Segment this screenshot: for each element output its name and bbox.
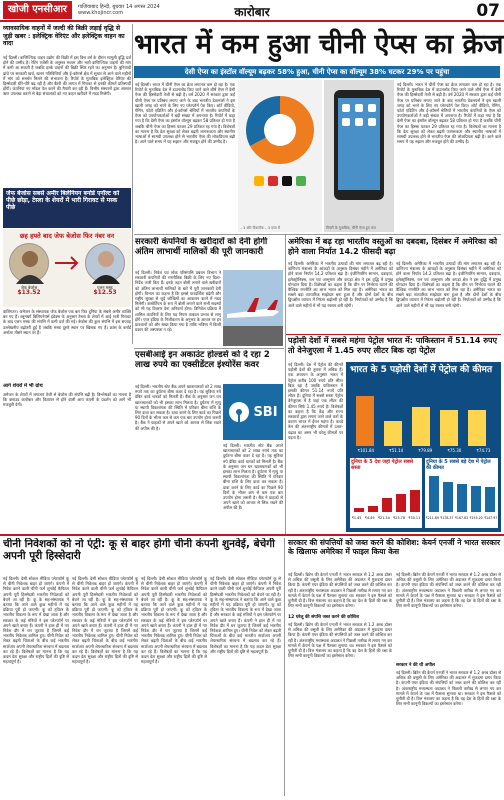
newspaper-logo: खोजी एनसीआर <box>3 1 72 19</box>
cairn-body: नई दिल्ली। ब्रिटेन की केयर्न एनर्जी ने भारत सरकार से 1.2 अरब डॉलर से अधिक की वसूली के लिए अमेरिका की अदालत में मुकदमा दायर किया है। कंपनी एयर इंडिया की संपत्तियों को जब्त करने की कोशिश कर रही है। अंतरराष्ट्रीय मध्यस्थता अदालत ने पिछली तारीख से लगाए गए कर मामले में केयर्न के पक्ष में फैसला सुनाया था। सरकार ने इस फैसले को चुनौती दी है। वित्त मंत्रालय का कहना है कि वह देश के हितों की रक्षा के लिए सभी कानूनी विकल्पों का इस्तेमाल करेगा। <box>288 572 392 609</box>
sbi-logo-text: SBI <box>253 404 278 420</box>
expensive-petrol-title: दुनिया के 5 सबसे बड़े देश में पेट्रोल की कीमत <box>426 459 491 471</box>
sbi-logo-icon <box>228 401 250 423</box>
cheap-petrol-bars <box>350 472 422 512</box>
petrol-infographic <box>346 362 501 532</box>
cairn-subhead: 12 घरेलू की संपत्ति जब्त करने की कोशिश <box>288 615 360 620</box>
main-strapline: देसी ऐप्स का इंस्टॉल वॉल्यूम बढ़कर 58% हुआ, चीनी ऐप्स का वॉल्यूम 38% घटकर 29% पर पहुंचा <box>134 66 500 78</box>
bezos-subhead2: आगे शेयरों में भी ग्रोथ <box>3 383 43 389</box>
aircraft-photo <box>223 270 283 346</box>
export-headline: अमेरिका में बढ़ रहा भारतीय वस्तुओं का दबदबा, दिसंबर में अमेरिका को होने वाला निर्यात 14.2 फीसदी बढ़ा <box>288 237 498 256</box>
left-top-body: नई दिल्ली। वाणिज्यिक वाहन उद्योग की बिक्री में इस वित्त वर्ष के दौरान मामूली वृद्धि दर्ज होने की उम्मीद है। रेटिंग एजेंसी के अनुसार मध्यम और भारी वाणिज्यिक वाहनों की मांग में कमी आ सकती है जबकि हल्के वाहनों की बिक्री स्थिर रहने का अनुमान है। बुनियादी ढांचे पर सरकारी खर्च, खनन गतिविधियों और ई-कॉमर्स क्षेत्र में सुधार से आने वाले महीनों में मांग को समर्थन मिलने की संभावना है। रिपोर्ट के मुताबिक इलेक्ट्रिक वेरिएंट की हिस्सेदारी धीरे-धीरे बढ़ रही है और बैटरी की लागत में गिरावट से इनकी कीमतें प्रतिस्पर्धी होंगी। कंपनियां नए मॉडल पेश करने की तैयारी कर रही हैं। वित्तीय संस्थानों द्वारा आसान ऋण उपलब्ध कराने से बेड़ा संचालकों को नए वाहन खरीदने में मदद मिलेगी। <box>3 55 131 97</box>
china-investment-headline: चीनी निवेशकों को नो एंट्री: कू से बाहर होगी चीनी कंपनी शुनवेई, बेचेगी अपनी पूरी हिस्सेदारी <box>3 538 275 562</box>
sbi-headline: एसबीआई इन अकाउंट होल्डर्स को दे रहा 2 लाख रुपये का एक्सीडेंटल इंश्योरेंस कवर <box>135 350 270 370</box>
neighbour-bars <box>350 390 498 446</box>
phone-caption: निफ्टी के मुताबिक, चीनी ऐप्स हुए कम <box>326 225 376 230</box>
cheap-petrol-title: दुनिया के 5 देश जहां पेट्रोल सबसे सस्ता <box>351 459 414 471</box>
bezos-photo <box>9 243 49 283</box>
versus-arrow-icon <box>53 253 81 273</box>
cairn-headline: सरकार की संपत्तियों को जब्त करने की कोशिश: केयर्न एनर्जी ने भारत सरकार के खिलाफ अमेरिका में फाइल किया केस <box>288 538 501 556</box>
china-investment-body-4: नई दिल्ली। देसी सोशल मीडिया प्लेटफॉर्म कू से चीनी निवेशक बाहर हो जाएंगे। कंपनी में निवेश करने वाली चीनी फर्म शुनवेई कैपिटल अपनी पूरी हिस्सेदारी भारतीय निवेशकों को बेचने जा रही है। कू के सह-संस्थापक ने बताया कि आने वाले कुछ महीनों में यह प्रक्रिया पूरी हो जाएगी। कू को ट्विटर के भारतीय विकल्प के रूप में देखा जाता है और सरकार के कई मंत्रियों ने इस प्लेटफॉर्म पर अपने खाते बनाए हैं। कंपनी ने हाल ही में नए निवेश दौर में धन जुटाया है जिसमें कई भारतीय निवेशक शामिल हुए। चीनी निवेश को लेकर बढ़ती चिंताओं के बीच कई भारतीय स्टार्टअप अपनी शेयरधारिता संरचना में बदलाव कर रहे हैं। विशेषज्ञों का मानना है कि यह कदम डेटा सुरक्षा और राष्ट्रीय हितों की दृष्टि से महत्वपूर्ण है। <box>210 576 281 654</box>
phone-image <box>324 80 394 232</box>
cairn-body-2: नई दिल्ली। ब्रिटेन की केयर्न एनर्जी ने भारत सरकार से 1.2 अरब डॉलर से अधिक की वसूली के लिए अमेरिका की अदालत में मुकदमा दायर किया है। कंपनी एयर इंडिया की संपत्तियों को जब्त करने की कोशिश कर रही है। अंतरराष्ट्रीय मध्यस्थता अदालत ने पिछली तारीख से लगाए गए कर मामले में केयर्न के पक्ष में फैसला सुनाया था। सरकार ने इस फैसले को चुनौती दी है। वित्त मंत्रालय का कहना है कि वह देश के हितों की रक्षा के लिए सभी कानूनी विकल्पों का इस्तेमाल करेगा। <box>288 622 392 659</box>
sbi-body: नई दिल्ली। भारतीय स्टेट बैंक अपने खाताधारकों को 2 लाख रुपये तक का दुर्घटना बीमा कवर दे रहा है। यह सुविधा रुपे डेबिट कार्ड धारकों को मिलती है। बैंक के अनुसार जन धन खाताधारकों को भी इसका लाभ मिलता है। दुर्घटना में मृत्यु या स्थायी विकलांगता की स्थिति में परिवार बीमा राशि के लिए दावा कर सकता है। दावा करने के लिए कार्ड का पिछले 90 दिनों के भीतर कम से कम एक बार उपयोग होना जरूरी है। बैंक ने ग्राहकों से अपने खाते को आधार से लिंक रखने की अपील की है। <box>135 384 221 431</box>
china-investment-body: नई दिल्ली। देसी सोशल मीडिया प्लेटफॉर्म कू से चीनी निवेशक बाहर हो जाएंगे। कंपनी में निवेश करने वाली चीनी फर्म शुनवेई कैपिटल अपनी पूरी हिस्सेदारी भारतीय निवेशकों को बेचने जा रही है। कू के सह-संस्थापक ने बताया कि आने वाले कुछ महीनों में यह प्रक्रिया पूरी हो जाएगी। कू को ट्विटर के भारतीय विकल्प के रूप में देखा जाता है और सरकार के कई मंत्रियों ने इस प्लेटफॉर्म पर अपने खाते बनाए हैं। कंपनी ने हाल ही में नए निवेश दौर में धन जुटाया है जिसमें कई भारतीय निवेशक शामिल हुए। चीनी निवेश को लेकर बढ़ती चिंताओं के बीच कई भारतीय स्टार्टअप अपनी शेयरधारिता संरचना में बदलाव कर रहे हैं। विशेषज्ञों का मानना है कि यह कदम डेटा सुरक्षा और राष्ट्रीय हितों की दृष्टि से महत्वपूर्ण है। <box>3 576 69 665</box>
musk-name: एलन मस्क <box>97 285 113 290</box>
website-line: www.khojincr.com <box>78 10 124 16</box>
export-body-continued: नई दिल्ली। अमेरिका में भारतीय उत्पादों की मांग लगातार बढ़ रही है। वाणिज्य मंत्रालय के आंकड़ों के अनुसार दिसंबर महीने में अमेरिका को होने वाला निर्यात 14.2 प्रतिशत बढ़ा है। इंजीनियरिंग सामान, दवाइयां, इलेक्ट्रॉनिक्स, रत्न एवं आभूषण और कपड़ा क्षेत्र ने इस वृद्धि में प्रमुख योगदान दिया है। विशेषज्ञों का कहना है कि चीन पर निर्भरता घटाने की वैश्विक रणनीति का लाभ भारत को मिल रहा है। अमेरिका भारत का सबसे बड़ा व्यापारिक साझेदार बना हुआ है और दोनों देशों के बीच द्विपक्षीय व्यापार में निरंतर बढ़ोतरी हो रही है। निर्यातकों को उम्मीद है कि आने वाले महीनों में भी यह रफ्तार बनी रहेगी। <box>396 261 501 308</box>
petrol-info-title: भारत के 5 पड़ोसी देशों में पेट्रोल की कीमत <box>350 365 493 375</box>
bezos-subhead: छह हफ्ते बाद जेफ बेजोस फिर नंबर वन <box>19 232 115 240</box>
china-investment-body-2: नई दिल्ली। देसी सोशल मीडिया प्लेटफॉर्म कू से चीनी निवेशक बाहर हो जाएंगे। कंपनी में निवेश करने वाली चीनी फर्म शुनवेई कैपिटल अपनी पूरी हिस्सेदारी भारतीय निवेशकों को बेचने जा रही है। कू के सह-संस्थापक ने बताया कि आने वाले कुछ महीनों में यह प्रक्रिया पूरी हो जाएगी। कू को ट्विटर के भारतीय विकल्प के रूप में देखा जाता है और सरकार के कई मंत्रियों ने इस प्लेटफॉर्म पर अपने खाते बनाए हैं। कंपनी ने हाल ही में नए निवेश दौर में धन जुटाया है जिसमें कई भारतीय निवेशक शामिल हुए। चीनी निवेश को लेकर बढ़ती चिंताओं के बीच कई भारतीय स्टार्टअप अपनी शेयरधारिता संरचना में बदलाव कर रहे हैं। विशेषज्ञों का मानना है कि यह कदम डेटा सुरक्षा और राष्ट्रीय हितों की दृष्टि से महत्वपूर्ण है। <box>72 576 138 665</box>
musk-value: $12.53 <box>93 289 117 296</box>
sbi-body-continued: नई दिल्ली। भारतीय स्टेट बैंक अपने खाताधारकों को 2 लाख रुपये तक का दुर्घटना बीमा कवर दे रहा है। यह सुविधा रुपे डेबिट कार्ड धारकों को मिलती है। बैंक के अनुसार जन धन खाताधारकों को भी इसका लाभ मिलता है। दुर्घटना में मृत्यु या स्थायी विकलांगता की स्थिति में परिवार बीमा राशि के लिए दावा कर सकता है। दावा करने के लिए कार्ड का पिछले 90 दिनों के भीतर कम से कम एक बार उपयोग होना जरूरी है। बैंक ने ग्राहकों से अपने खाते को आधार से लिंक रखने की अपील की है। <box>223 443 283 511</box>
bezos-body: वाशिंगटन। अमेजन के संस्थापक जेफ बेजोस एक बार फिर दुनिया के सबसे अमीर व्यक्ति बन गए हैं। ब्लूमबर्ग बिलियनेयर्स इंडेक्स के अनुसार टेस्ला के शेयरों में आई भारी गिरावट के बाद एलन मस्क की संपत्ति में कमी दर्ज की गई। बेजोस की कुल संपत्ति में इस सप्ताह उल्लेखनीय बढ़ोतरी हुई है जबकि मस्क दूसरे स्थान पर खिसक गए हैं। फ्रांस के बर्नार्ड अर्नाल्ट तीसरे स्थान पर हैं। <box>3 309 131 335</box>
bezos-name: जेफ बेजोस <box>20 285 38 290</box>
cheap-values: ₹1.45 ₹4.49 ₹21.34 ₹25.78 ₹30.11 <box>351 516 421 520</box>
china-investment-body-3: नई दिल्ली। देसी सोशल मीडिया प्लेटफॉर्म कू से चीनी निवेशक बाहर हो जाएंगे। कंपनी में निवेश करने वाली चीनी फर्म शुनवेई कैपिटल अपनी पूरी हिस्सेदारी भारतीय निवेशकों को बेचने जा रही है। कू के सह-संस्थापक ने बताया कि आने वाले कुछ महीनों में यह प्रक्रिया पूरी हो जाएगी। कू को ट्विटर के भारतीय विकल्प के रूप में देखा जाता है और सरकार के कई मंत्रियों ने इस प्लेटफॉर्म पर अपने खाते बनाए हैं। कंपनी ने हाल ही में नए निवेश दौर में धन जुटाया है जिसमें कई भारतीय निवेशक शामिल हुए। चीनी निवेश को लेकर बढ़ती चिंताओं के बीच कई भारतीय स्टार्टअप अपनी शेयरधारिता संरचना में बदलाव कर रहे हैं। विशेषज्ञों का मानना है कि यह कदम डेटा सुरक्षा और राष्ट्रीय हितों की दृष्टि से महत्वपूर्ण है। <box>141 576 207 665</box>
aviation-headline: सरकारी कंपनियों के खरीदारों को देनी होगी अंतिम लाभार्थी मालिकों की पूरी जानकारी <box>135 237 268 257</box>
app-chart-graphic <box>238 80 322 232</box>
page-number: 07 <box>476 1 500 21</box>
expensive-values: ₹211.69 ₹178.37 ₹167.83 ₹155.20 ₹147.97 <box>425 516 498 520</box>
cairn-body-3: नई दिल्ली। ब्रिटेन की केयर्न एनर्जी ने भारत सरकार से 1.2 अरब डॉलर से अधिक की वसूली के लिए अमेरिका की अदालत में मुकदमा दायर किया है। कंपनी एयर इंडिया की संपत्तियों को जब्त करने की कोशिश कर रही है। अंतरराष्ट्रीय मध्यस्थता अदालत ने पिछली तारीख से लगाए गए कर मामले में केयर्न के पक्ष में फैसला सुनाया था। सरकार ने इस फैसले को चुनौती दी है। वित्त मंत्रालय का कहना है कि वह देश के हितों की रक्षा के लिए सभी कानूनी विकल्पों का इस्तेमाल करेगा। <box>396 572 501 609</box>
main-body-continued: नई दिल्ली। भारत में चीनी ऐप्स का क्रेज लगातार कम हो रहा है। एक रिपोर्ट के मुताबिक देश में डाउनलोड किए जाने वाले शीर्ष ऐप्स में देसी ऐप्स की हिस्सेदारी तेजी से बढ़ी है। वर्ष 2020 में सरकार द्वारा कई चीनी ऐप्स पर प्रतिबंध लगाए जाने के बाद भारतीय डेवलपर्स ने इस खाली जगह को भरने के लिए नए प्लेटफॉर्म पेश किए। शॉर्ट वीडियो, गेमिंग, फोटो एडिटिंग और ई-कॉमर्स श्रेणियों में भारतीय कंपनियों के ऐप्स को उपयोगकर्ताओं ने बड़ी संख्या में अपनाया है। रिपोर्ट में कहा गया है कि देसी ऐप्स का इंस्टॉल वॉल्यूम बढ़कर 58 प्रतिशत हो गया है जबकि चीनी ऐप्स का हिस्सा घटकर 29 प्रतिशत रह गया है। विशेषज्ञों का मानना है कि डेटा सुरक्षा को लेकर बढ़ती जागरूकता और स्थानीय भाषाओं में सामग्री उपलब्ध होने से भारतीय ऐप्स की लोकप्रियता बढ़ी है। आने वाले समय में यह रुझान और मजबूत होने की उम्मीद है। <box>397 82 501 145</box>
bezos-value: $13.52 <box>17 289 41 296</box>
main-headline: भारत में कम हुआ चीनी ऐप्स का क्रेज <box>134 29 504 60</box>
musk-photo <box>85 243 125 283</box>
pie-caption: – 3 और टिकटॉक – 3 एप्स में <box>240 225 281 230</box>
export-body: नई दिल्ली। अमेरिका में भारतीय उत्पादों की मांग लगातार बढ़ रही है। वाणिज्य मंत्रालय के आंकड़ों के अनुसार दिसंबर महीने में अमेरिका को होने वाला निर्यात 14.2 प्रतिशत बढ़ा है। इंजीनियरिंग सामान, दवाइयां, इलेक्ट्रॉनिक्स, रत्न एवं आभूषण और कपड़ा क्षेत्र ने इस वृद्धि में प्रमुख योगदान दिया है। विशेषज्ञों का कहना है कि चीन पर निर्भरता घटाने की वैश्विक रणनीति का लाभ भारत को मिल रहा है। अमेरिका भारत का सबसे बड़ा व्यापारिक साझेदार बना हुआ है और दोनों देशों के बीच द्विपक्षीय व्यापार में निरंतर बढ़ोतरी हो रही है। निर्यातकों को उम्मीद है कि आने वाले महीनों में भी यह रफ्तार बनी रहेगी। <box>288 261 393 308</box>
sbi-logo-image <box>223 384 283 440</box>
aviation-body: नई दिल्ली। निवेश एवं लोक परिसंपत्ति प्रबंधन विभाग ने सरकारी कंपनियों की रणनीतिक बिक्री के लिए नए दिशा-निर्देश जारी किए हैं। इनके तहत बोली लगाने वाले खरीदारों को अंतिम लाभार्थी मालिकों के बारे में पूरी जानकारी देनी होगी। विभाग का कहना है कि इससे पारदर्शिता बढ़ेगी और राष्ट्रीय सुरक्षा से जुड़े जोखिमों का आकलन करने में मदद मिलेगी। कंसोर्टियम के रूप में बोली लगाने वाले सभी सदस्यों को भी यह विवरण देना अनिवार्य होगा। विनिवेश प्रक्रिया में शामिल कंपनियों के लिए यह नियम तत्काल प्रभाव से लागू होंगे। एयर इंडिया के निजीकरण के अनुभव के आधार पर इन प्रावधानों को और सख्त किया गया है ताकि भविष्य में किसी प्रकार की अस्पष्टता न रहे। <box>135 270 221 333</box>
petrol-body: नई दिल्ली। देश में पेट्रोल की कीमतें पड़ोसी देशों की तुलना में अधिक हैं। एक अध्ययन के अनुसार भारत में पेट्रोल करीब 100 रुपये प्रति लीटर बिक रहा है जबकि पाकिस्तान में इसकी कीमत 51.14 रुपये प्रति लीटर है। दुनिया में सबसे सस्ता पेट्रोल वेनेजुएला में है जहां एक लीटर की कीमत सिर्फ 1.45 रुपये है। विशेषज्ञों का कहना है कि केंद्र और राज्य सरकारों द्वारा लगाए जाने वाले करों के कारण भारत में ईंधन महंगा है। कच्चे तेल की अंतरराष्ट्रीय कीमतों में उतार-चढ़ाव का असर भी घरेलू कीमतों पर पड़ता है। <box>288 362 343 440</box>
cairn-body-4: नई दिल्ली। ब्रिटेन की केयर्न एनर्जी ने भारत सरकार से 1.2 अरब डॉलर से अधिक की वसूली के लिए अमेरिका की अदालत में मुकदमा दायर किया है। कंपनी एयर इंडिया की संपत्तियों को जब्त करने की कोशिश कर रही है। अंतरराष्ट्रीय मध्यस्थता अदालत ने पिछली तारीख से लगाए गए कर मामले में केयर्न के पक्ष में फैसला सुनाया था। सरकार ने इस फैसले को चुनौती दी है। वित्त मंत्रालय का कहना है कि वह देश के हितों की रक्षा के लिए सभी कानूनी विकल्पों का इस्तेमाल करेगा। <box>396 670 501 707</box>
date-line: गाजियाबाद हिन्दी, बुधवार 14 अगस्त 2024 <box>78 4 160 10</box>
cheap-petrol-panel <box>350 458 422 528</box>
expensive-petrol-panel <box>425 458 498 528</box>
expensive-petrol-bars <box>425 472 498 512</box>
main-body: नई दिल्ली। भारत में चीनी ऐप्स का क्रेज लगातार कम हो रहा है। एक रिपोर्ट के मुताबिक देश में डाउनलोड किए जाने वाले शीर्ष ऐप्स में देसी ऐप्स की हिस्सेदारी तेजी से बढ़ी है। वर्ष 2020 में सरकार द्वारा कई चीनी ऐप्स पर प्रतिबंध लगाए जाने के बाद भारतीय डेवलपर्स ने इस खाली जगह को भरने के लिए नए प्लेटफॉर्म पेश किए। शॉर्ट वीडियो, गेमिंग, फोटो एडिटिंग और ई-कॉमर्स श्रेणियों में भारतीय कंपनियों के ऐप्स को उपयोगकर्ताओं ने बड़ी संख्या में अपनाया है। रिपोर्ट में कहा गया है कि देसी ऐप्स का इंस्टॉल वॉल्यूम बढ़कर 58 प्रतिशत हो गया है जबकि चीनी ऐप्स का हिस्सा घटकर 29 प्रतिशत रह गया है। विशेषज्ञों का मानना है कि डेटा सुरक्षा को लेकर बढ़ती जागरूकता और स्थानीय भाषाओं में सामग्री उपलब्ध होने से भारतीय ऐप्स की लोकप्रियता बढ़ी है। आने वाले समय में यह रुझान और मजबूत होने की उम्मीद है। <box>135 82 235 145</box>
neighbour-values: ₹101.84 ₹51.14 ₹79.89 ₹75.30 ₹74.73 <box>357 448 491 453</box>
bezos-headline: जेफ बेजोस सबसे अमीर बिलेनियन बर्नार्ड एनॉल्ट को पीछे छोड़ा, टेस्ला के शेयरों में भारी गिरावट से मस्क पीछे <box>6 190 120 212</box>
left-top-headline: व्यावसायिक वाहनों में जल्दी की बिक्री लड़ाई वृद्धि से जुड़ी खबर : इलेक्ट्रिक वेरिएंट और इलेक्ट्रिक वाहन का वादा <box>3 25 125 47</box>
petrol-headline: पड़ोसी देशों में सबसे महंगा पेट्रोल भारत में: पाकिस्तान में 51.14 रुपए तो वेनेजुएला में 1.45 रुपए लीटर बिक रहा पेट्रोल <box>288 336 497 355</box>
section-title: कारोबार <box>234 5 270 19</box>
cairn-subhead2: सरकार ने की थी अपील <box>396 663 435 668</box>
bezos-body2: अमेजन के शेयरों में लगातार तेजी से बेजोस की संपत्ति बढ़ी है। विश्लेषकों का मानना है कि क्लाउड कारोबार और विज्ञापन से होने वाली आय कंपनी के प्रदर्शन को आगे भी मजबूती देगी। <box>3 392 131 408</box>
